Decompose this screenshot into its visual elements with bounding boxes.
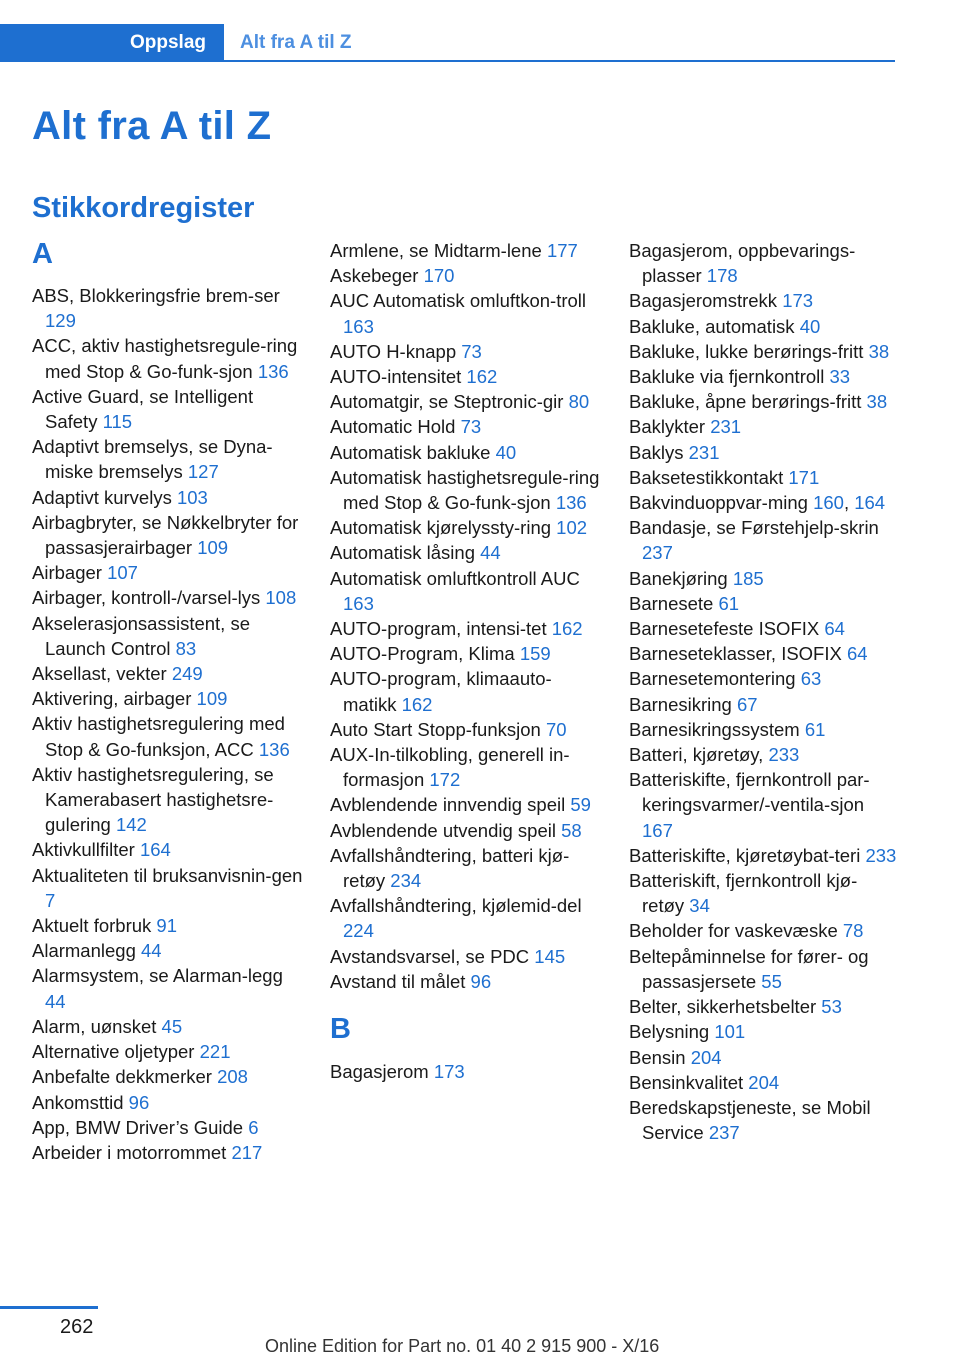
index-entry — [32, 938, 307, 963]
page-link[interactable]: 6 — [248, 1116, 259, 1138]
page-link[interactable]: 107 — [107, 562, 138, 584]
page-link[interactable]: 109 — [197, 537, 229, 559]
index-entry — [32, 434, 307, 484]
entry-term: Active Guard, se Intelligent Safety — [32, 385, 254, 433]
page-link[interactable]: 38 — [868, 340, 890, 362]
entry-term: AUTO-Program, Klima — [330, 643, 515, 665]
page-link[interactable]: 136 — [555, 492, 587, 514]
page-link[interactable]: 167 — [642, 819, 673, 841]
index-entry — [330, 540, 605, 565]
page-link[interactable]: 171 — [788, 466, 820, 488]
index-entry — [330, 339, 605, 364]
header-rule — [0, 60, 895, 62]
page-link[interactable]: 172 — [429, 769, 461, 791]
page-link[interactable]: 38 — [866, 391, 888, 413]
entry-term: Bagasjerom, oppbevarings-plasser — [629, 240, 856, 287]
entry-term: Automatisk kjørelyssty-ring — [330, 517, 552, 539]
page-link[interactable]: 44 — [141, 940, 162, 962]
index-entry — [629, 389, 899, 414]
page-link[interactable]: 109 — [196, 688, 228, 710]
entry-term: Alarmanlegg — [32, 940, 136, 962]
index-entry — [629, 944, 899, 994]
index-entry — [330, 515, 605, 540]
index-entry — [629, 767, 899, 843]
index-entry — [32, 585, 307, 610]
entry-term: Bakluke via fjernkontroll — [629, 366, 825, 388]
index-entry — [330, 969, 605, 994]
index-entry — [629, 616, 899, 641]
page-link[interactable]: 64 — [846, 643, 868, 665]
entry-term: Barneseteklasser, ISOFIX — [629, 643, 842, 665]
entry-term: Bakluke, automatisk — [629, 315, 795, 337]
entry-term: Avstandsvarsel, se PDC — [330, 945, 530, 967]
index-entry — [32, 963, 307, 1013]
entry-term: Automatic Hold — [330, 416, 456, 438]
entry-term: Alternative oljetyper — [32, 1041, 195, 1063]
entry-term: Barnesikringssystem — [629, 718, 800, 740]
page-link[interactable]: 237 — [708, 1122, 740, 1144]
entry-term: Barnesete — [629, 592, 714, 614]
entry-term: Aktuelt forbruk — [32, 915, 152, 937]
index-entry — [32, 762, 307, 838]
page-link[interactable]: 177 — [546, 240, 578, 261]
index-entry — [32, 1014, 307, 1039]
page-link[interactable]: 231 — [710, 416, 742, 438]
index-entry — [330, 465, 605, 515]
index-entry — [32, 1064, 307, 1089]
index-entry — [330, 1059, 605, 1084]
index-entry — [32, 661, 307, 686]
page-link[interactable]: 136 — [257, 360, 289, 382]
page-link[interactable]: 237 — [642, 542, 673, 564]
entry-term: Adaptivt kurvelys — [32, 486, 172, 508]
page-link[interactable]: 73 — [461, 340, 482, 362]
entry-term: Baklys — [629, 441, 684, 463]
index-entry — [32, 384, 307, 434]
page-link[interactable]: 44 — [45, 990, 66, 1012]
index-entry — [32, 510, 307, 560]
index-entry — [32, 1090, 307, 1115]
page-link[interactable]: 170 — [423, 265, 455, 287]
page-link[interactable]: 164 — [139, 839, 171, 861]
index-entry — [629, 364, 899, 389]
entry-term: Barnesikring — [629, 693, 732, 715]
page-link[interactable]: 173 — [782, 290, 814, 312]
index-entry — [330, 666, 605, 716]
index-entry — [629, 465, 899, 490]
page-link[interactable]: 204 — [748, 1071, 780, 1093]
index-entry — [629, 591, 899, 616]
footer-rule — [0, 1306, 98, 1309]
page-link[interactable]: 178 — [706, 265, 738, 287]
entry-term: Batteriskifte, fjernkontroll par-keringsvarmer/-ventila-sjon — [629, 769, 870, 816]
page-link[interactable]: 233 — [865, 844, 897, 866]
index-column-2 — [330, 238, 605, 1084]
page-link[interactable]: 163 — [343, 592, 374, 614]
page-link[interactable]: 162 — [551, 618, 583, 640]
index-entry — [32, 837, 307, 862]
index-entry — [330, 364, 605, 389]
page-link[interactable]: 173 — [433, 1061, 465, 1083]
entry-term: Aktiv hastighetsregulering, se Kamerabasert hastighetsre-gulering — [32, 763, 274, 836]
page-link[interactable]: 61 — [718, 592, 740, 614]
page-link[interactable]: 163 — [343, 315, 374, 337]
page-link[interactable]: 80 — [568, 391, 590, 413]
entry-term: Akselerasjonsassistent, se Launch Control — [32, 612, 250, 659]
page-link[interactable]: 162 — [401, 693, 433, 715]
entry-term: Bensin — [629, 1046, 686, 1068]
entry-term: Beholder for vaskevæske — [629, 920, 838, 942]
index-entry — [32, 283, 307, 333]
entry-term: Bandasje, se Førstehjelp-skrin — [629, 517, 879, 539]
index-entry — [629, 994, 899, 1019]
entry-term: Bagasjerom — [330, 1061, 429, 1083]
entry-term: Airbager, kontroll-/varsel-lys — [32, 587, 261, 609]
entry-term: ABS, Blokkeringsfrie brem-ser — [32, 285, 280, 306]
page-link[interactable]: 44 — [480, 542, 501, 564]
entry-term: Bakluke, åpne berørings-fritt — [629, 391, 862, 413]
page-link[interactable]: 115 — [102, 411, 133, 433]
entry-term: Batteriskifte, kjøretøybat-teri — [629, 844, 861, 866]
entry-term: Askebeger — [330, 265, 419, 287]
page-link[interactable]: 164 — [854, 492, 886, 514]
page-number: 262 — [60, 1316, 94, 1338]
index-entry — [32, 1039, 307, 1064]
entry-term: Auto Start Stopp-funksjon — [330, 718, 541, 740]
entry-term: Bagasjeromstrekk — [629, 290, 778, 312]
entry-term: Arbeider i motorrommet — [32, 1141, 227, 1163]
entry-term: Automatisk hastighetsregule-ring med Stop & Go-funk-sjon — [330, 466, 600, 514]
index-entry — [32, 485, 307, 510]
index-entry — [330, 818, 605, 843]
index-entry — [629, 288, 899, 313]
entry-term: Aktivkullfilter — [32, 839, 135, 861]
page-link[interactable]: 160 — [813, 492, 844, 514]
page-link[interactable]: 45 — [161, 1015, 183, 1037]
index-entry — [629, 742, 899, 767]
index-entry — [330, 717, 605, 742]
page-link[interactable]: 64 — [824, 618, 845, 640]
entry-term: Belter, sikkerhetsbelter — [629, 996, 817, 1018]
page-link[interactable]: 231 — [688, 441, 720, 463]
index-entry — [330, 792, 605, 817]
index-entry — [330, 893, 605, 943]
entry-term: Beredskapstjeneste, se Mobil Service — [629, 1096, 871, 1144]
page-link[interactable]: 204 — [690, 1046, 722, 1068]
page-link[interactable]: 185 — [732, 567, 764, 589]
index-entry — [330, 440, 605, 465]
entry-term: AUTO H-knapp — [330, 340, 457, 362]
index-entry — [330, 616, 605, 641]
page-link[interactable]: 70 — [545, 718, 567, 740]
index-entry — [32, 1140, 307, 1165]
page-link[interactable]: 96 — [128, 1091, 150, 1113]
page-link[interactable]: 33 — [829, 366, 851, 388]
index-entry — [330, 641, 605, 666]
index-entry — [629, 641, 899, 666]
entry-term: Automatisk låsing — [330, 542, 475, 564]
index-entry — [32, 560, 307, 585]
page-link[interactable]: 208 — [217, 1066, 248, 1088]
chapter-tab[interactable]: Alt fra A til Z — [240, 32, 352, 53]
entry-term: Anbefalte dekkmerker — [32, 1066, 212, 1088]
page-link[interactable]: 136 — [258, 738, 290, 760]
page-link[interactable]: 102 — [556, 517, 588, 539]
entry-term: Automatgir, se Steptronic-gir — [330, 391, 564, 413]
index-entry — [330, 389, 605, 414]
entry-term: AUX-In-tilkobling, generell in-formasjon — [330, 744, 570, 791]
index-entry — [330, 238, 605, 263]
index-entry — [330, 566, 605, 616]
page-link[interactable]: 63 — [800, 668, 822, 690]
entry-term: App, BMW Driver’s Guide — [32, 1116, 244, 1138]
page-link[interactable]: 40 — [799, 315, 821, 337]
entry-term: Baklykter — [629, 416, 706, 438]
index-entry — [629, 666, 899, 691]
page-link[interactable]: 55 — [761, 970, 782, 992]
entry-term: Banekjøring — [629, 567, 728, 589]
index-entry — [629, 1070, 899, 1095]
page-link[interactable]: 129 — [45, 310, 76, 332]
entry-term: Alarm, uønsket — [32, 1015, 157, 1037]
entry-term: Belysning — [629, 1021, 710, 1043]
page-link[interactable]: 224 — [343, 920, 374, 942]
index-entry — [629, 1095, 899, 1145]
entry-term: Batteriskift, fjernkontroll kjø-retøy — [629, 870, 858, 917]
index-entry — [32, 611, 307, 661]
index-entry — [629, 238, 899, 288]
page-link[interactable]: 83 — [175, 637, 197, 659]
entry-term: Avfallshåndtering, kjølemid-del — [330, 895, 582, 917]
index-entry — [330, 288, 605, 338]
index-entry — [32, 711, 307, 761]
page-link[interactable]: 217 — [231, 1141, 263, 1163]
entry-term: Avblendende utvendig speil — [330, 819, 556, 841]
entry-term: Alarmsystem, se Alarman-legg — [32, 965, 283, 987]
entry-term: Adaptivt bremselys, se Dyna-miske bremselys — [32, 436, 273, 483]
entry-term: Automatisk bakluke — [330, 441, 491, 463]
page-link[interactable]: 91 — [156, 915, 177, 937]
index-entry — [629, 717, 899, 742]
page-link[interactable]: 73 — [460, 416, 482, 438]
index-entry — [330, 843, 605, 893]
page-link[interactable]: 221 — [199, 1041, 231, 1063]
letter-heading: A — [32, 238, 53, 270]
index-entry — [32, 863, 307, 913]
index-entry — [32, 333, 307, 383]
index-entry — [32, 1115, 307, 1140]
page-link[interactable]: 67 — [736, 693, 758, 715]
page-title: Alt fra A til Z — [32, 104, 272, 148]
index-entry — [32, 686, 307, 711]
entry-term: Aktualiteten til bruksanvisnin-gen — [32, 864, 303, 886]
entry-term: Avblendende innvendig speil — [330, 794, 566, 816]
entry-term: Baksetestikkontakt — [629, 466, 784, 488]
entry-term: Bakvinduoppvar-ming — [629, 492, 808, 514]
index-entry — [330, 414, 605, 439]
page-link[interactable]: 234 — [390, 870, 422, 892]
index-entry — [629, 314, 899, 339]
index-entry — [629, 414, 899, 439]
page-link[interactable]: 103 — [176, 486, 208, 508]
entry-term: Aktiv hastighetsregulering med Stop & Go-funksjon, ACC — [32, 713, 285, 760]
page-link[interactable]: 249 — [171, 663, 203, 685]
entry-term: Aksellast, vekter — [32, 663, 167, 685]
index-entry — [629, 843, 899, 868]
entry-term: Ankomsttid — [32, 1091, 124, 1113]
page-link[interactable]: 142 — [115, 814, 147, 836]
index-entry — [330, 263, 605, 288]
index-entry — [330, 742, 605, 792]
entry-term: Avfallshåndtering, batteri kjø-retøy — [330, 844, 570, 892]
page-link[interactable]: 7 — [45, 889, 56, 911]
index-entry — [629, 1019, 899, 1044]
entry-term: AUC Automatisk omluftkon-troll — [330, 290, 587, 312]
entry-term: Batteri, kjøretøy, — [629, 744, 764, 766]
index-entry — [629, 868, 899, 918]
entry-term: Barnesetefeste ISOFIX — [629, 618, 820, 640]
page-link[interactable]: 40 — [495, 441, 517, 463]
letter-heading: B — [330, 1013, 351, 1046]
index-column-1 — [32, 238, 307, 1165]
page-link[interactable]: 61 — [804, 718, 826, 740]
index-entry — [629, 440, 899, 465]
index-column-3 — [629, 238, 899, 1145]
page-link[interactable]: 58 — [561, 819, 582, 841]
page-link[interactable]: 53 — [821, 996, 842, 1018]
page-link[interactable]: 96 — [470, 970, 492, 992]
entry-term: Bensinkvalitet — [629, 1071, 744, 1093]
chapter-header — [0, 24, 895, 62]
edition-note: Online Edition for Part no. 01 40 2 915 900 - X/16 — [265, 1336, 660, 1356]
entry-term: Airbager — [32, 562, 102, 584]
section-title: Stikkordregister — [32, 192, 255, 224]
entry-term: Avstand til målet — [330, 970, 466, 992]
page-link[interactable]: 145 — [534, 945, 566, 967]
index-entry: Bakvinduoppvar-ming 160, 164 — [629, 492, 886, 514]
page-link[interactable]: 78 — [842, 920, 864, 942]
page-link[interactable]: 108 — [265, 587, 297, 609]
page-link[interactable]: 101 — [714, 1021, 746, 1043]
entry-term: AUTO-program, intensi-tet — [330, 618, 547, 640]
entry-term: AUTO-intensitet — [330, 366, 462, 388]
index-entry — [330, 944, 605, 969]
entry-term: Aktivering, airbager — [32, 688, 192, 710]
index-entry — [629, 1045, 899, 1070]
entry-term: Bakluke, lukke berørings-fritt — [629, 340, 864, 362]
page-link[interactable]: 34 — [689, 895, 710, 917]
index-entry — [32, 913, 307, 938]
page-link[interactable]: 59 — [570, 794, 591, 816]
page-link[interactable]: 159 — [519, 643, 551, 665]
index-entry — [629, 339, 899, 364]
index-entry — [629, 692, 899, 717]
entry-term: AUTO-program, klimaauto-matikk — [330, 668, 552, 715]
entry-term: Barnesetemontering — [629, 668, 796, 690]
entry-term: Airbagbryter, se Nøkkelbryter for passasjerairbager — [32, 511, 299, 559]
entry-term: Automatisk omluftkontroll AUC — [330, 567, 580, 589]
page-link[interactable]: 233 — [768, 744, 800, 766]
index-entry — [629, 515, 899, 565]
page-link[interactable]: 127 — [187, 461, 219, 483]
entry-term: ACC, aktiv hastighetsregule-ring med Stop & Go-funk-sjon — [32, 335, 298, 382]
page-link[interactable]: 162 — [466, 366, 498, 388]
entry-term: Armlene, se Midtarm-lene — [330, 240, 542, 261]
section-tab[interactable]: Oppslag — [0, 24, 224, 62]
index-entry — [629, 566, 899, 591]
index-entry — [629, 918, 899, 943]
entry-term: Beltepåminnelse for fører- og passasjersete — [629, 945, 869, 992]
